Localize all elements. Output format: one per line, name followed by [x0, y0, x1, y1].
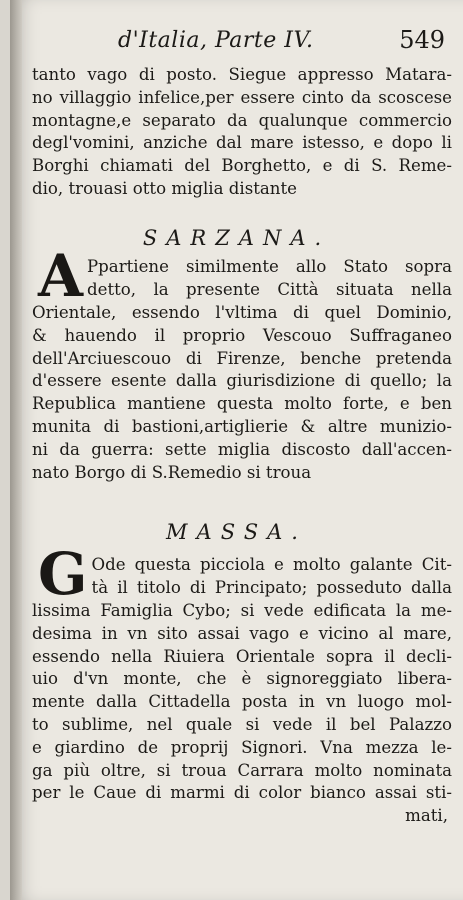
- text-line: ga più oltre, si troua Carrara molto nominata: [32, 760, 452, 780]
- book-page: [10, 0, 463, 900]
- section-heading-sarzana: SARZANA.: [142, 226, 331, 250]
- text-line: & hauendo il proprio Vescouo Suffraganeo: [32, 325, 452, 345]
- text-line: Republica mantiene questa molto forte, e ben: [32, 394, 452, 414]
- text-line: dell'Arciuescouo di Firenze, benche pretenda: [32, 348, 452, 368]
- section-body-massa: [32, 540, 452, 828]
- text-line: to sublime, nel quale si vede il bel Palazzo: [32, 714, 452, 734]
- drop-cap: G: [38, 540, 88, 608]
- page-gutter-shadow: [10, 0, 22, 900]
- text-line: e giardino de proprij Signori. Vna mezza le-: [32, 737, 452, 757]
- text-line: essendo nella Riuiera Orientale sopra il decli-: [32, 646, 452, 666]
- text-line: per le Caue di marmi di color bianco assai sti-: [32, 783, 452, 803]
- text-line: ni da guerra: sette miglia discosto dall'accen-: [32, 439, 452, 459]
- text-line: Orientale, essendo l'vltima di quel Dominio,: [32, 303, 452, 322]
- text-line: dio, trouasi otto miglia distante: [32, 178, 297, 198]
- section-body-sarzana: [32, 242, 452, 484]
- text-line: nato Borgo di S.Remedio si troua: [32, 462, 312, 482]
- text-line: d'essere esente dalla giurisdizione di quello; la: [32, 371, 452, 391]
- text-line: Ppartiene similmente allo Stato sopra: [87, 257, 452, 276]
- text-line: uio d'vn monte, che è signoreggiato libera-: [32, 669, 452, 689]
- text-line: tanto vago di posto. Siegue appresso Matara-: [32, 65, 452, 84]
- intro-paragraph: [32, 64, 452, 201]
- text-line: Ode questa picciola e molto galante Cit-: [91, 555, 452, 574]
- text-line: lissima Famiglia Cybo; si vede edificata la me-: [32, 601, 452, 620]
- page-header: [10, 26, 463, 56]
- section-heading-massa: MASSA.: [166, 520, 307, 544]
- text-line: detto, la presente Città situata nella: [87, 279, 452, 299]
- text-line: mente dalla Cittadella posta in vn luogo mol-: [32, 692, 452, 712]
- text-line: tà il titolo di Principato; posseduto dalla: [91, 577, 452, 597]
- text-line: munita di bastioni,artiglierie & altre munizio-: [32, 416, 452, 436]
- page-number: 549: [399, 26, 445, 54]
- text-line: degl'vomini, anziche dal mare istesso, e dopo li: [32, 133, 452, 153]
- text-line: no villaggio infelice,per essere cinto da scoscese: [32, 87, 452, 107]
- text-line: Borghi chiamati del Borghetto, e di S. Reme-: [32, 156, 452, 176]
- text-line: desima in vn sito assai vago e vicino al mare,: [32, 623, 452, 643]
- running-head: d'Italia, Parte IV.: [118, 28, 314, 53]
- drop-cap: A: [38, 242, 84, 310]
- catchword: mati,: [405, 806, 448, 826]
- text-line: montagne,e separato da qualunque commercio: [32, 110, 452, 130]
